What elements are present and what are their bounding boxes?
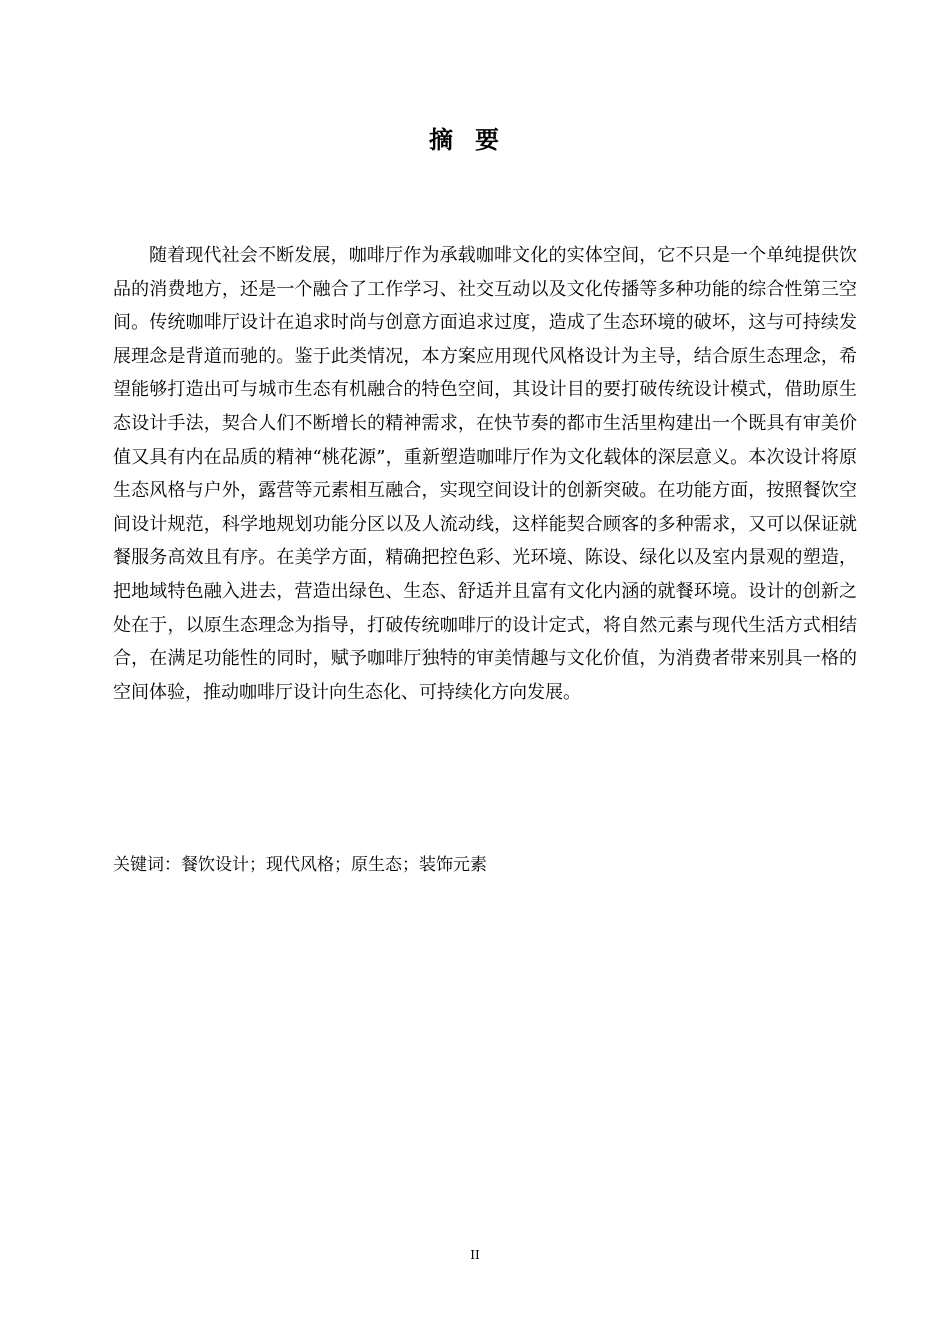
keywords-label: 关键词： <box>113 855 181 875</box>
page-number: II <box>470 1248 480 1262</box>
keywords-line <box>113 850 857 880</box>
page-title: 摘要 <box>429 126 521 154</box>
keywords-list: 餐饮设计；现代风格；原生态；装饰元素 <box>181 855 487 875</box>
abstract-paragraph: 随着现代社会不断发展，咖啡厅作为承载咖啡文化的实体空间，它不只是一个单纯提供饮品的消费地方，还是一个融合了工作学习、社交互动以及文化传播等多种功能的综合性第三空间。传统咖啡厅设计在追求时尚与创意方面追求过度，造成了生态环境的破坏，这与可持续发展理念是背道而驰的。鉴于此类情况，本方案应用现代风格设计为主导，结合原生态理念，希望能够打造出可与城市生态有机融合的特色空间，其设计目的要打破传统设计模式，借助原生态设计手法，契合人们不断增长的精神需求，在快节奏的都市生活里构建出一个既具有审美价值又具有内在品质的精神“桃花源”，重新塑造咖啡厅作为文化载体的深层意义。本次设计将原生态风格与户外，露营等元素相互融合，实现空间设计的创新突破。在功能方面，按照餐饮空间设计规范，科学地规划功能分区以及人流动线，这样能契合顾客的多种需求，又可以保证就餐服务高效且有序。在美学方面，精确把控色彩、光环境、陈设、绿化以及室内景观的塑造，把地域特色融入进去，营造出绿色、生态、舒适并且富有文化内涵的就餐环境。设计的创新之处在于，以原生态理念为指导，打破传统咖啡厅的设计定式，将自然元素与现代生活方式相结合，在满足功能性的同时，赋予咖啡厅独特的审美情趣与文化价值，为消费者带来别具一格的空间体验，推动咖啡厅设计向生态化、可持续化方向发展。 <box>113 245 857 703</box>
